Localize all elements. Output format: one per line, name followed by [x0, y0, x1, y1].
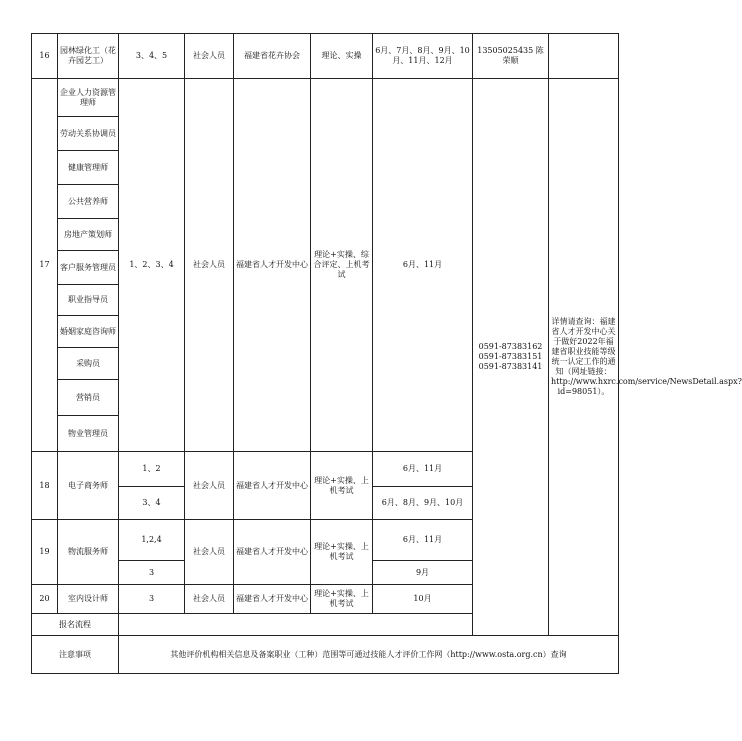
- row-number: 16: [32, 34, 58, 79]
- org-cell: 福建省人才开发中心: [234, 585, 311, 614]
- occupation-cell: 公共营养师: [58, 185, 119, 219]
- method-cell: 理论+实操、综合评定、上机考试: [311, 79, 373, 452]
- months-cell: 6月、7月、8月、9月、10月、11月、12月: [373, 34, 473, 79]
- occupation-cell: 采购员: [58, 348, 119, 380]
- table-row: [32, 79, 619, 117]
- occupation-cell: 企业人力资源管理师: [58, 79, 119, 117]
- levels-cell: 1、2、3、4: [119, 79, 185, 452]
- contact-cell: 13505025435 陈荣顺: [473, 34, 549, 79]
- method-cell: 理论、实操: [311, 34, 373, 79]
- occupation-cell: 健康管理师: [58, 151, 119, 185]
- note-cell: 详情请查询：福建省人才开发中心关于做好2022年福建省职业技能等级统一认定工作的通知（网址链接：http://www.hxrc.com/service/NewsDetail.aspx?id=98051）。: [549, 79, 619, 636]
- row-number: 18: [32, 452, 58, 520]
- occupation-cell: 物业管理员: [58, 416, 119, 452]
- occupation-cell: 职业指导员: [58, 285, 119, 316]
- months-cell: 10月: [373, 585, 473, 614]
- org-cell: 福建省人才开发中心: [234, 452, 311, 520]
- certification-schedule-table: [31, 33, 742, 674]
- occupation-cell: 婚姻家庭咨询师: [58, 316, 119, 348]
- months-cell: 6月、8月、9月、10月: [373, 487, 473, 520]
- levels-cell: 3、4: [119, 487, 185, 520]
- occupation-cell: 物流服务师: [58, 520, 119, 585]
- method-cell: 理论+实操、上机考试: [311, 585, 373, 614]
- org-cell: 福建省花卉协会: [234, 34, 311, 79]
- row-number: 19: [32, 520, 58, 585]
- target-cell: 社会人员: [185, 452, 234, 520]
- row-number: 20: [32, 585, 58, 614]
- target-cell: 社会人员: [185, 34, 234, 79]
- table-row: [32, 34, 619, 79]
- occupation-cell: 营销员: [58, 380, 119, 416]
- levels-cell: 3: [119, 585, 185, 614]
- levels-cell: 3: [119, 561, 185, 585]
- occupation-cell: 劳动关系协调员: [58, 117, 119, 151]
- process-label: 报名流程: [32, 614, 119, 636]
- contact-cell: 0591-87383162 0591-87383151 0591-87383141: [473, 79, 549, 636]
- months-cell: 9月: [373, 561, 473, 585]
- levels-cell: 3、4、5: [119, 34, 185, 79]
- occupation-cell: 园林绿化工（花卉园艺工）: [58, 34, 119, 79]
- months-cell: 6月、11月: [373, 452, 473, 487]
- target-cell: 社会人员: [185, 585, 234, 614]
- occupation-cell: 室内设计师: [58, 585, 119, 614]
- notes-label: 注意事项: [32, 636, 119, 674]
- notes-row: [32, 636, 619, 674]
- occupation-cell: 电子商务师: [58, 452, 119, 520]
- org-cell: 福建省人才开发中心: [234, 79, 311, 452]
- levels-cell: 1、2: [119, 452, 185, 487]
- process-row: [32, 614, 619, 636]
- row-number: 17: [32, 79, 58, 452]
- method-cell: 理论+实操、上机考试: [311, 452, 373, 520]
- note-cell: [549, 34, 619, 79]
- process-content: [119, 614, 619, 636]
- occupation-cell: 客户服务管理员: [58, 251, 119, 285]
- target-cell: 社会人员: [185, 79, 234, 452]
- target-cell: 社会人员: [185, 520, 234, 585]
- months-cell: 6月、11月: [373, 520, 473, 561]
- notes-text: 其他评价机构相关信息及备案职业（工种）范围等可通过技能人才评价工作网（http://www.osta.org.cn）查询: [119, 636, 619, 674]
- method-cell: 理论+实操、上机考试: [311, 520, 373, 585]
- months-cell: 6月、11月: [373, 79, 473, 452]
- org-cell: 福建省人才开发中心: [234, 520, 311, 585]
- levels-cell: 1,2,4: [119, 520, 185, 561]
- occupation-cell: 房地产策划师: [58, 219, 119, 251]
